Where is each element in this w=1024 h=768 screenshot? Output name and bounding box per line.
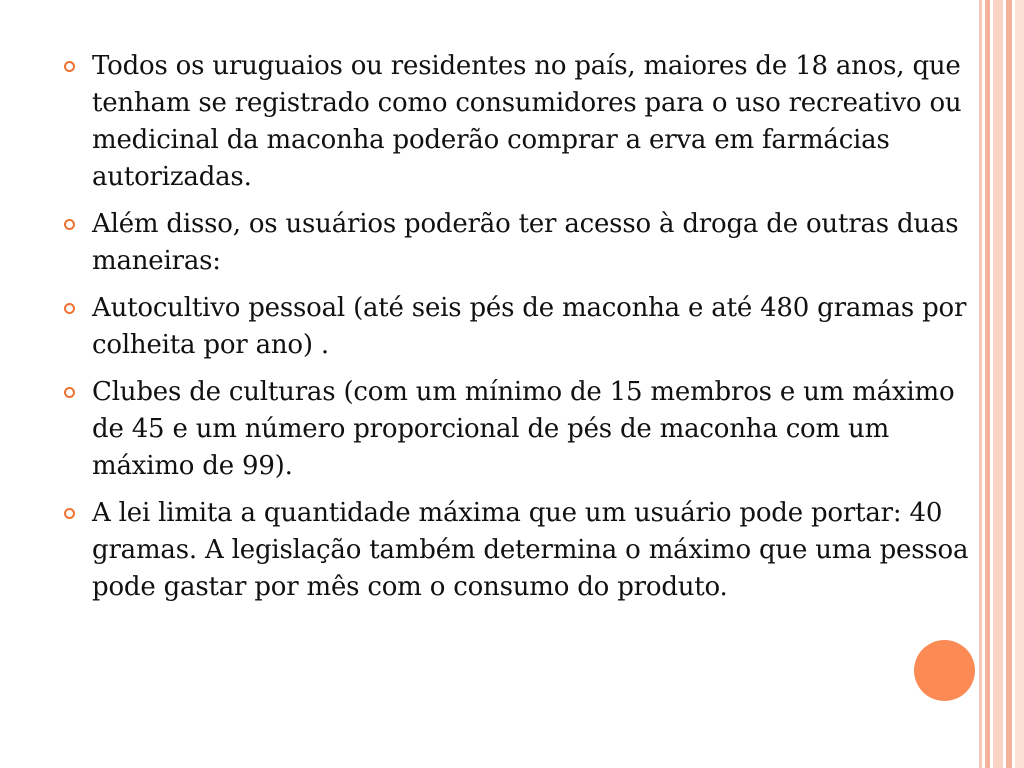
ring-bullet-icon bbox=[64, 61, 75, 72]
bullet-item bbox=[62, 495, 972, 606]
decorative-stripe bbox=[979, 0, 982, 768]
ring-bullet-icon bbox=[64, 303, 75, 314]
ring-bullet-icon bbox=[64, 219, 75, 230]
bullet-text: A lei limita a quantidade máxima que um usuário pode portar: 40 gramas. A legislação também determina o máximo que uma pessoa pode gastar por mês com o consumo do produto. bbox=[92, 498, 969, 602]
bullet-text: Além disso, os usuários poderão ter acesso à droga de outras duas maneiras: bbox=[92, 209, 959, 276]
bullet-text: Autocultivo pessoal (até seis pés de maconha e até 480 gramas por colheita por ano) . bbox=[92, 293, 967, 360]
bullet-item bbox=[62, 374, 972, 485]
decorative-stripe bbox=[985, 0, 990, 768]
ring-bullet-icon bbox=[64, 387, 75, 398]
bullet-text: Clubes de culturas (com um mínimo de 15 membros e um máximo de 45 e um número proporcional de pés de maconha com um máximo de 99). bbox=[92, 377, 955, 481]
slide-content bbox=[62, 48, 972, 616]
decorative-circle bbox=[914, 640, 975, 701]
decorative-stripe bbox=[1015, 0, 1024, 768]
bullet-item bbox=[62, 48, 972, 196]
bullet-text: Todos os uruguaios ou residentes no país, maiores de 18 anos, que tenham se registrado como consumidores para o uso recreativo ou medicinal da maconha poderão comprar a erva em farmácias autorizadas. bbox=[92, 51, 962, 192]
decorative-stripe bbox=[1006, 0, 1012, 768]
bullet-item bbox=[62, 290, 972, 364]
bullet-item bbox=[62, 206, 972, 280]
decorative-stripe bbox=[993, 0, 1003, 768]
bullet-list bbox=[62, 48, 972, 606]
ring-bullet-icon bbox=[64, 508, 75, 519]
